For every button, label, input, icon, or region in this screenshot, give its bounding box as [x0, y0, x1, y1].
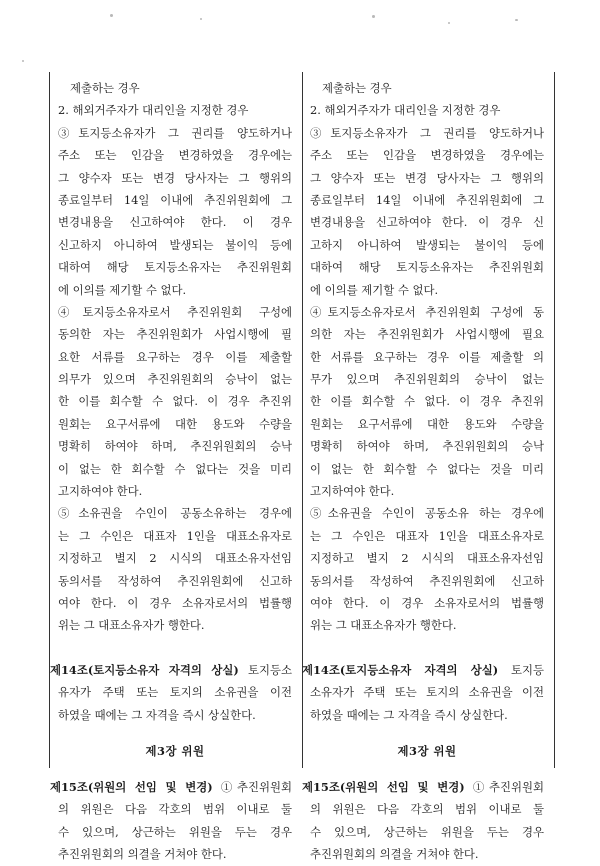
- paragraph-line: ④토지등소유자로서 추진위원회 구성에 동: [310, 304, 544, 319]
- chapter-heading: 제3장 위원: [145, 743, 205, 758]
- paragraph-line: 위는 그 대표소유자가 행한다.: [310, 618, 457, 633]
- paragraph-line: 대하여 해당 토지등소유자는 추진위원회: [58, 260, 292, 275]
- paragraph-line: 요한 서류를 요구하는 경우 이를 제출할: [58, 349, 292, 364]
- scan-speck: [200, 18, 202, 20]
- article-14-first-line: [50, 659, 292, 681]
- article-14-title: 제14조(토지등소유자 자격의 상실): [50, 662, 239, 677]
- item-1-tail: 제출하는 경우: [70, 81, 140, 95]
- article-15-title: 제15조(위원의 선임 및 변경): [50, 779, 213, 794]
- article-14-first-line: [302, 659, 544, 681]
- right-column: [302, 77, 545, 866]
- paragraph-line: 동의서를 작성하여 추진위원회에 신고하: [58, 573, 292, 588]
- paragraph-line: 동의한 자는 추진위원회가 사업시행에 필: [58, 327, 292, 342]
- paragraph-line: 에 이의를 제기할 수 없다.: [58, 282, 187, 297]
- paragraph-line: 원회는 요구서류에 대한 용도와 수량을: [58, 416, 292, 431]
- paragraph-line: 이 없는 한 회수할 수 없다는 것을 미리: [310, 461, 544, 476]
- paragraph-line: 원회는 요구서류에 대한 용도와 수량을: [310, 416, 544, 431]
- paragraph-line: 명확히 하여야 하며, 추진위원회의 승낙: [58, 439, 292, 454]
- paragraph-line: 종료일부터 14일 이내에 추진위원회에 그: [58, 192, 292, 207]
- paragraph-line: 는 그 수인은 대표자 1인을 대표소유자로: [310, 528, 544, 543]
- comparison-table: [49, 72, 555, 862]
- paragraph-line: ③토지등소유자가 그 권리를 양도하거나: [58, 125, 292, 140]
- article-14-text: 토지등소: [248, 662, 293, 677]
- paragraph-line: 지정하고 별지 2 시식의 대표소유자선임: [310, 551, 544, 566]
- scan-speck: [110, 14, 113, 17]
- article-15-text: ①추진위원회: [220, 779, 293, 794]
- paragraph-line: 주소 또는 인감을 변경하였을 경우에는: [58, 148, 292, 163]
- paragraph-line: 동의서를 작성하여 추진위원회에 신고하: [310, 573, 544, 588]
- paragraph-line: 수 있으며, 상근하는 위원을 두는 경우: [310, 824, 544, 839]
- paragraph-line: 명확히 하여야 하며, 추진위원회의 승낙: [310, 439, 544, 454]
- left-column: [50, 77, 293, 866]
- paragraph-line: 지정하고 별지 2 시식의 대표소유자선임: [58, 551, 292, 566]
- paragraph-line: 유자가 주택 또는 토지의 소유권을 이전: [58, 685, 292, 700]
- paragraph-line: 변경내용을 신고하여야 한다. 이 경우 신: [310, 215, 544, 230]
- paragraph-line: 종료일부터 14일 이내에 추진위원회에 그: [310, 192, 544, 207]
- paragraph-line: 고지하여야 한다.: [310, 484, 395, 499]
- paragraph-line: 의한 자는 추진위원회가 사업시행에 필요: [310, 327, 544, 342]
- scan-speck: [372, 15, 375, 18]
- paragraph-3: [310, 122, 544, 301]
- article-15-text: ①추진위원회: [472, 779, 545, 794]
- paragraph-line: ③토지등소유자가 그 권리를 양도하거나: [310, 125, 544, 140]
- paragraph-5: [58, 502, 292, 636]
- paragraph-line: 추진위원회의 의결을 거쳐야 한다.: [58, 847, 227, 862]
- paragraph-line: 대하여 해당 토지등소유자는 추진위원회: [310, 260, 544, 275]
- paragraph-line: 고하지 아니하여 발생되는 불이익 등에: [310, 237, 544, 252]
- paragraph-line: 소유자가 주택 또는 토지의 소유권을 이전: [310, 685, 544, 700]
- paragraph-line: 위는 그 대표소유자가 행한다.: [58, 618, 205, 633]
- paragraph-5: [310, 502, 544, 636]
- article-15: [50, 776, 293, 866]
- paragraph-line: 이 없는 한 회수할 수 없다는 것을 미리: [58, 461, 292, 476]
- paragraph-line: 변경내용을 신고하여야 한다. 이 경우: [58, 215, 292, 230]
- paragraph-line: 는 그 수인은 대표자 1인을 대표소유자로: [58, 528, 292, 543]
- article-14: [50, 659, 293, 726]
- paragraph-line: ⑤소유권을 수인이 공동소유 하는 경우에: [310, 506, 544, 521]
- paragraph-line: 여야 한다. 이 경우 소유자로서의 법률행: [310, 595, 544, 610]
- paragraph-4: [58, 301, 292, 503]
- scan-speck: [22, 60, 24, 62]
- paragraph-line: 의 위원은 다음 각호의 범위 이내로 둘: [58, 802, 292, 817]
- article-15-first-line: [50, 776, 292, 798]
- article-14: [302, 659, 544, 726]
- article-14-text: 토지등: [510, 662, 544, 677]
- paragraph-line: 에 이의를 제기할 수 없다.: [310, 282, 439, 297]
- paragraph-line: 한 이를 회수할 수 없다. 이 경우 추진위: [310, 394, 544, 409]
- article-15-title: 제15조(위원의 선임 및 변경): [302, 779, 465, 794]
- paragraph-4: [310, 301, 544, 503]
- paragraph-line: 하였을 때에는 그 자격을 즉시 상실한다.: [310, 707, 508, 722]
- paragraph-line: 의무가 있으며 추진위원회의 승낙이 없는: [58, 372, 292, 387]
- article-15-first-line: [302, 776, 544, 798]
- chapter-heading: 제3장 위원: [397, 743, 457, 758]
- item-1-tail: 제출하는 경우: [322, 81, 392, 95]
- paragraph-line: 의 위원은 다음 각호의 범위 이내로 둘: [310, 802, 544, 817]
- paragraph-line: 신고하지 아니하여 발생되는 불이익 등에: [58, 237, 292, 252]
- paragraph-line: 주소 또는 인감을 변경하였을 경우에는: [310, 148, 544, 163]
- scan-speck: [515, 19, 518, 21]
- paragraph-line: 그 양수자 또는 변경 당사자는 그 행위의: [58, 170, 292, 185]
- paragraph-line: 한 서류를 요구하는 경우 이를 제출할 의: [310, 349, 544, 364]
- paragraph-line: 무가 있으며 추진위원회의 승낙이 없는: [310, 372, 544, 387]
- article-14-title: 제14조(토지등소유자 자격의 상실): [302, 662, 499, 677]
- item-2: 2. 해외거주자가 대리인을 지정한 경우: [58, 103, 249, 118]
- paragraph-line: 여야 한다. 이 경우 소유자로서의 법률행: [58, 595, 292, 610]
- article-15: [302, 776, 545, 866]
- paragraph-line: 수 있으며, 상근하는 위원을 두는 경우: [58, 824, 292, 839]
- paragraph-line: ④토지등소유자로서 추진위원회 구성에: [58, 304, 292, 319]
- paragraph-line: 하였을 때에는 그 자격을 즉시 상실한다.: [58, 707, 256, 722]
- item-2: 2. 해외거주자가 대리인을 지정한 경우: [310, 103, 501, 118]
- paragraph-line: 한 이를 회수할 수 없다. 이 경우 추진위: [58, 394, 292, 409]
- paragraph-3: [58, 122, 292, 301]
- paragraph-line: 추진위원회의 의결을 거쳐야 한다.: [310, 847, 479, 862]
- paragraph-line: 고지하여야 한다.: [58, 484, 143, 499]
- paragraph-line: 그 양수자 또는 변경 당사자는 그 행위의: [310, 170, 544, 185]
- scan-speck: [448, 22, 450, 24]
- paragraph-line: ⑤소유권을 수인이 공동소유하는 경우에: [58, 506, 292, 521]
